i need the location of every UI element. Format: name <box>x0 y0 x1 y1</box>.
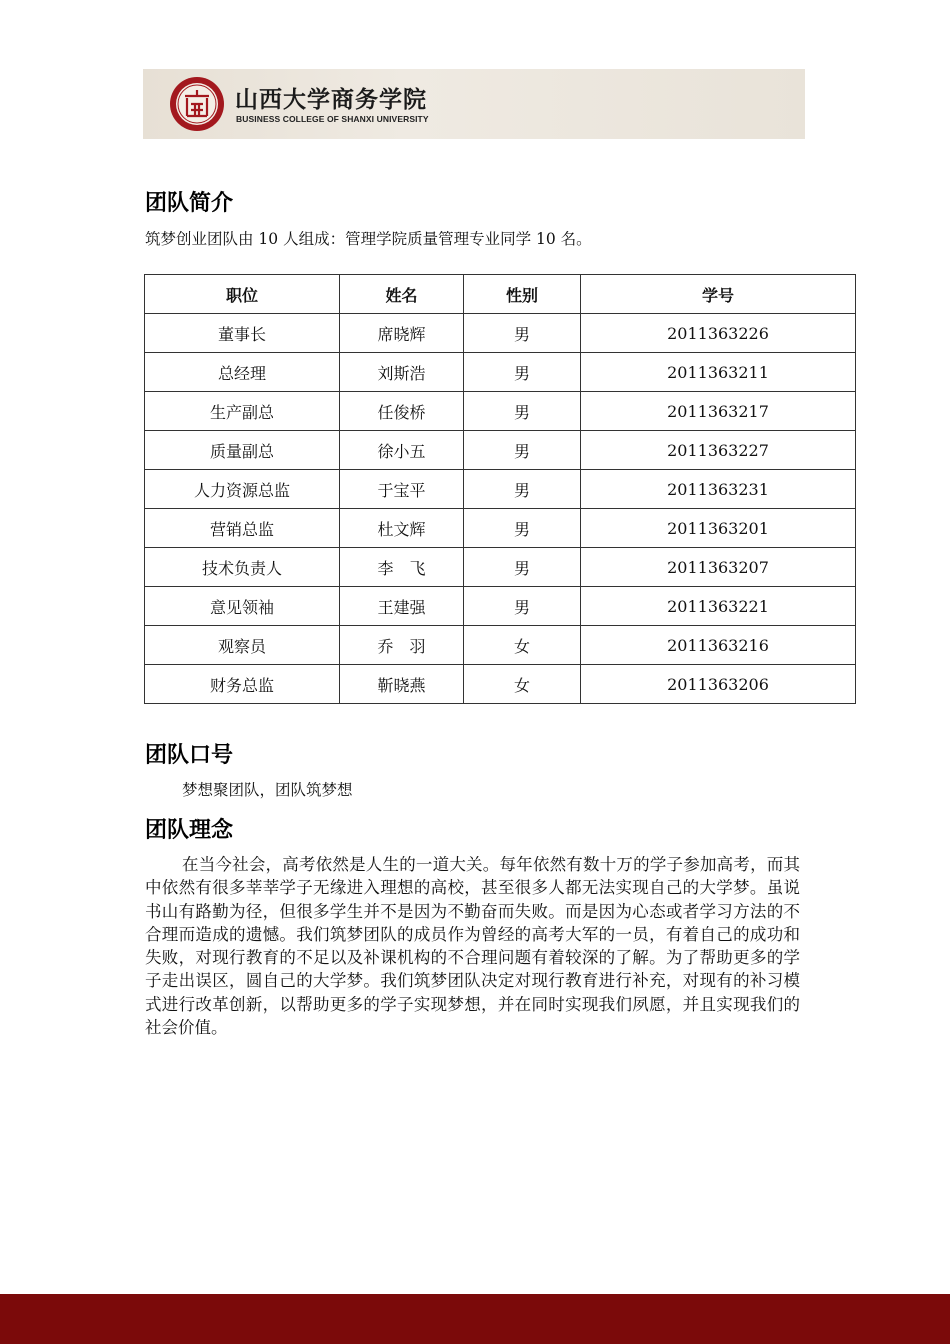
cell-student-id: 2011363207 <box>581 548 856 587</box>
cell-name: 乔 羽 <box>340 626 464 665</box>
cell-student-id: 2011363216 <box>581 626 856 665</box>
cell-position: 生产副总 <box>145 392 340 431</box>
cell-student-id: 2011363201 <box>581 509 856 548</box>
table-row <box>145 431 856 470</box>
cell-gender: 男 <box>464 587 581 626</box>
cell-gender: 男 <box>464 509 581 548</box>
team-slogan-text: 梦想聚团队，团队筑梦想 <box>182 781 353 799</box>
cell-name: 任俊桥 <box>340 392 464 431</box>
cell-student-id: 2011363231 <box>581 470 856 509</box>
column-header-name: 姓名 <box>340 275 464 314</box>
table-row <box>145 392 856 431</box>
cell-gender: 男 <box>464 353 581 392</box>
cell-student-id: 2011363217 <box>581 392 856 431</box>
team-member-table <box>144 274 856 704</box>
college-name-cn: 山西大学商务学院 <box>235 86 427 113</box>
cell-name: 徐小五 <box>340 431 464 470</box>
table-row <box>145 665 856 704</box>
cell-gender: 女 <box>464 626 581 665</box>
team-concept-paragraph: 在当今社会，高考依然是人生的一道大关。每年依然有数十万的学子参加高考，而其中依然有很多莘莘学子无缘进入理想的高校，甚至很多人都无法实现自己的大学梦。虽说书山有路勤为径，但很多学生并不是因为不勤奋而失败。而是因为心态或者学习方法的不合理而造成的遗憾。我们筑梦团队的成员作为曾经的高考大军的一员，有着自己的成功和失败，对现行教育的不足以及补课机构的不合理问题有着较深的了解。为了帮助更多的学子走出误区，圆自己的大学梦。我们筑梦团队决定对现行教育进行补充，对现有的补习模式进行改革创新，以帮助更多的学子实现梦想，并在同时实现我们夙愿，并且实现我们的社会价值。 <box>145 855 800 1038</box>
cell-position: 财务总监 <box>145 665 340 704</box>
cell-student-id: 2011363211 <box>581 353 856 392</box>
team-intro-text: 筑梦创业团队由 10 人组成：管理学院质量管理专业同学 10 名。 <box>145 230 592 248</box>
cell-name: 杜文辉 <box>340 509 464 548</box>
table-row <box>145 509 856 548</box>
cell-position: 质量副总 <box>145 431 340 470</box>
cell-name: 席晓辉 <box>340 314 464 353</box>
cell-name: 于宝平 <box>340 470 464 509</box>
cell-position: 人力资源总监 <box>145 470 340 509</box>
team-concept-heading: 团队理念 <box>145 818 234 843</box>
cell-name: 王建强 <box>340 587 464 626</box>
table-header-row <box>145 275 856 314</box>
cell-position: 营销总监 <box>145 509 340 548</box>
cell-position: 技术负责人 <box>145 548 340 587</box>
cell-gender: 男 <box>464 392 581 431</box>
cell-gender: 男 <box>464 314 581 353</box>
cell-name: 刘斯浩 <box>340 353 464 392</box>
cell-gender: 男 <box>464 548 581 587</box>
cell-student-id: 2011363226 <box>581 314 856 353</box>
cell-position: 总经理 <box>145 353 340 392</box>
cell-student-id: 2011363206 <box>581 665 856 704</box>
cell-student-id: 2011363227 <box>581 431 856 470</box>
table-row <box>145 470 856 509</box>
cell-gender: 男 <box>464 431 581 470</box>
cell-gender: 女 <box>464 665 581 704</box>
cell-gender: 男 <box>464 470 581 509</box>
column-header-student-id: 学号 <box>581 275 856 314</box>
table-row <box>145 353 856 392</box>
cell-student-id: 2011363221 <box>581 587 856 626</box>
team-intro-heading: 团队简介 <box>145 191 234 216</box>
table-row <box>145 314 856 353</box>
college-banner <box>143 69 805 139</box>
cell-position: 意见领袖 <box>145 587 340 626</box>
table-row <box>145 548 856 587</box>
cell-name: 李 飞 <box>340 548 464 587</box>
column-header-position: 职位 <box>145 275 340 314</box>
cell-position: 观察员 <box>145 626 340 665</box>
footer-color-bar <box>0 1294 950 1344</box>
table-row <box>145 626 856 665</box>
college-name-en: BUSINESS COLLEGE OF SHANXI UNIVERSITY <box>236 114 429 124</box>
college-seal-icon <box>169 76 225 132</box>
column-header-gender: 性别 <box>464 275 581 314</box>
team-slogan-heading: 团队口号 <box>145 743 234 768</box>
cell-position: 董事长 <box>145 314 340 353</box>
cell-name: 靳晓燕 <box>340 665 464 704</box>
table-row <box>145 587 856 626</box>
